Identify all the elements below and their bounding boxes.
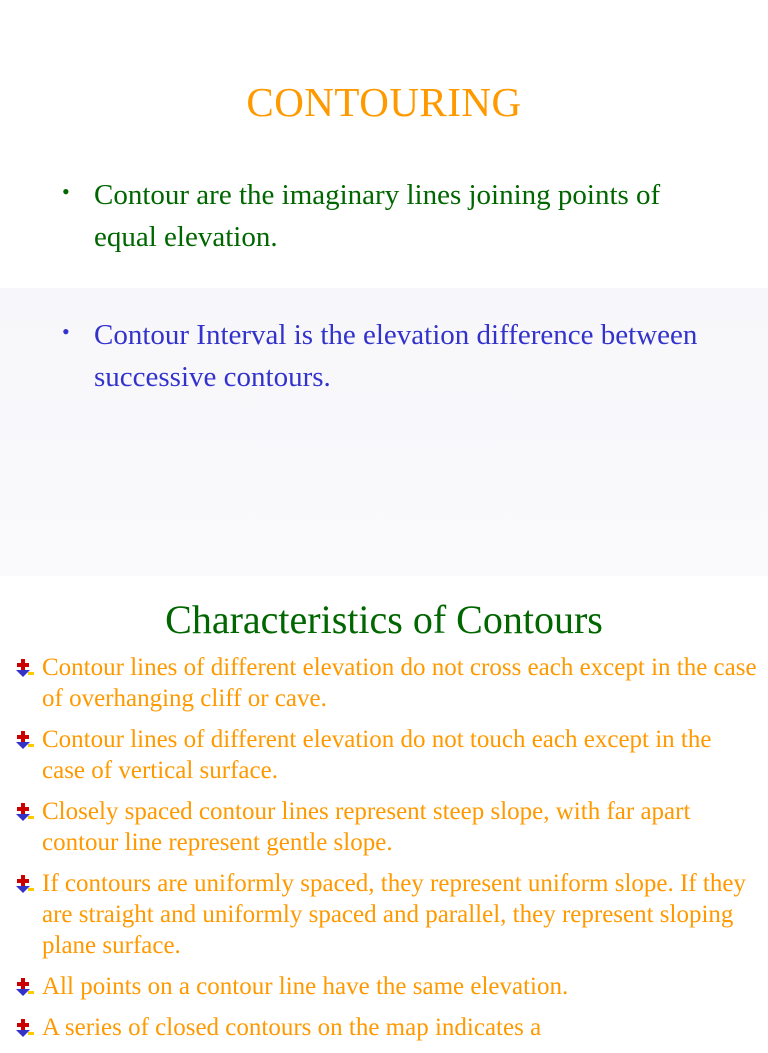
plus-arrow-icon: [14, 730, 36, 750]
slide-title: Characteristics of Contours: [165, 597, 603, 642]
plus-arrow-icon: [14, 658, 36, 678]
list-item-text: If contours are uniformly spaced, they represent uniform slope. If they are straight and uniformly spaced and parallel, they represent sloping plane surface.: [42, 870, 746, 959]
list-item-text: Closely spaced contour lines represent steep slope, with far apart contour line represent gentle slope.: [42, 798, 691, 856]
plus-arrow-icon: [14, 977, 36, 997]
bullet-text: Contour are the imaginary lines joining points of equal elevation.: [94, 179, 661, 253]
list-item: [14, 796, 759, 858]
slide-characteristics: [0, 576, 768, 1041]
list-item-text: Contour lines of different elevation do not touch each except in the case of vertical surface.: [42, 726, 712, 784]
bullet-dot: •: [62, 179, 70, 204]
list-item: [14, 1012, 759, 1043]
list-item-text: A series of closed contours on the map indicates a: [42, 1014, 542, 1041]
plus-arrow-icon: [14, 802, 36, 822]
characteristics-list: [14, 652, 759, 1053]
plus-arrow-icon: [14, 1018, 36, 1038]
bullet-contour-interval: [62, 314, 722, 398]
list-item: [14, 724, 759, 786]
list-item: [14, 971, 759, 1002]
bullet-contour-definition: [62, 174, 722, 258]
list-item: [14, 868, 759, 961]
list-item: [14, 652, 759, 714]
plus-arrow-icon: [14, 874, 36, 894]
list-item-text: Contour lines of different elevation do not cross each except in the case of overhanging cliff or cave.: [42, 654, 757, 712]
list-item-text: All points on a contour line have the same elevation.: [42, 973, 569, 1000]
bullet-dot: •: [62, 319, 70, 344]
slide-title: CONTOURING: [246, 79, 522, 125]
bullet-text: Contour Interval is the elevation difference between successive contours.: [94, 319, 698, 393]
